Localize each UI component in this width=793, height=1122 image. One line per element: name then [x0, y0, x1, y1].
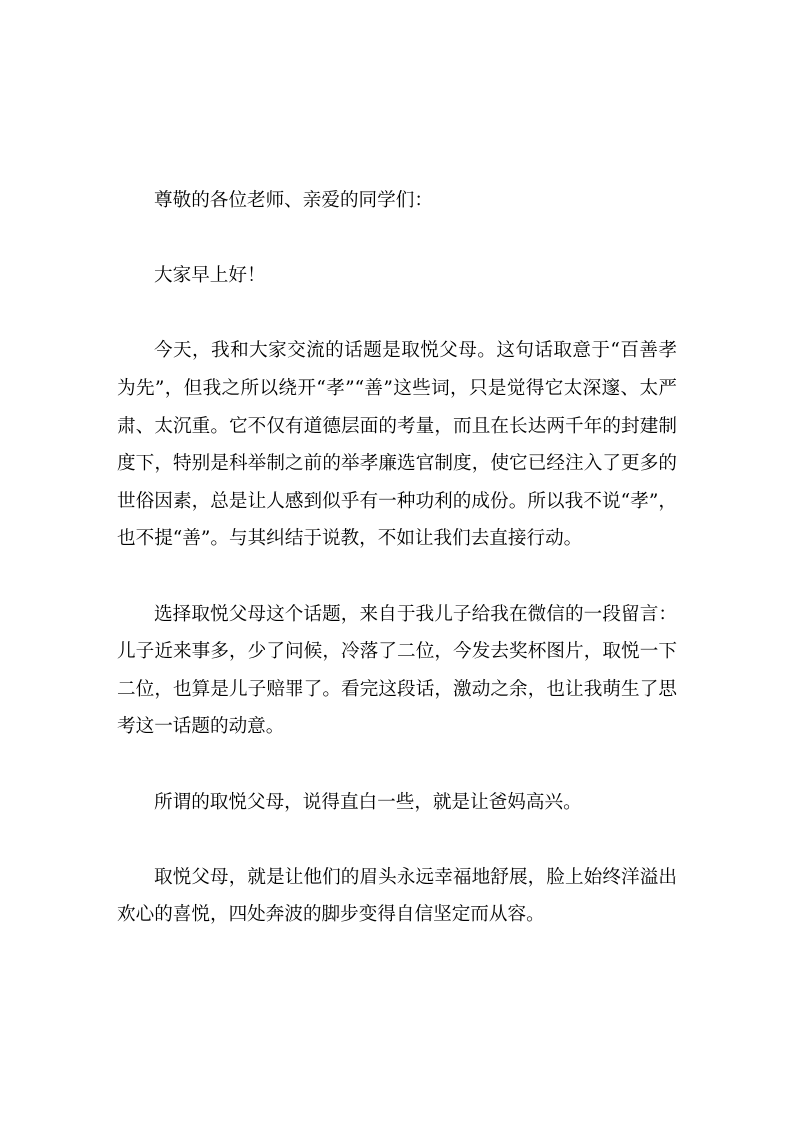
body-paragraph: 选择取悦父母这个话题，来自于我儿子给我在微信的一段留言：儿子近来事多，少了问候，冷落了二位，今发去奖杯图片，取悦一下二位，也算是儿子赔罪了。看完这段话，激动之余，也让我萌生了思考这一话题的动意。 [117, 603, 677, 738]
greeting: 大家早上好！ [154, 265, 266, 287]
paragraph-gap [117, 220, 677, 258]
body-paragraph: 所谓的取悦父母，说得直白一些，就是让爸妈高兴。 [154, 791, 582, 813]
salutation: 尊敬的各位老师、亲爱的同学们： [154, 190, 433, 211]
paragraph-gap [117, 746, 677, 784]
paragraph-gap [117, 558, 677, 596]
body-paragraph: 取悦父母，就是让他们的眉头永远幸福地舒展，脸上始终洋溢出欢心的喜悦，四处奔波的脚步变得自信坚定而从容。 [117, 866, 677, 926]
paragraph-gap [117, 295, 677, 333]
paragraph-gap [117, 821, 677, 859]
document-body [117, 182, 677, 934]
body-paragraph: 今天，我和大家交流的话题是取悦父母。这句话取意于“百善孝为先”，但我之所以绕开“孝”“善”这些词，只是觉得它太深邃、太严肃、太沉重。它不仅有道德层面的考量，而且在长达两千年的封建制度下，特别是科举制之前的举孝廉选官制度，使它已经注入了更多的世俗因素，总是让人感到似乎有一种功利的成份。所以我不说“孝”，也不提“善”。与其纠结于说教，不如让我们去直接行动。 [117, 340, 677, 550]
